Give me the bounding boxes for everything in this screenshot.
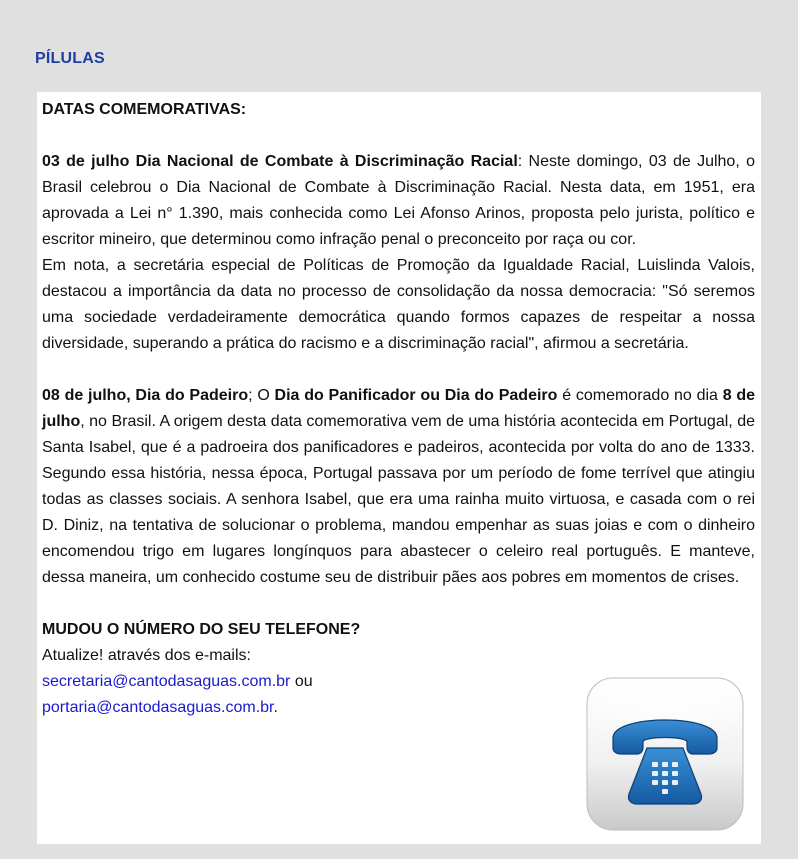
content-card [37, 92, 761, 844]
phone-heading [42, 617, 582, 643]
email-line1 [42, 669, 582, 695]
phone-line1: Atualize! através dos e-mails: [42, 647, 251, 664]
datas-heading [42, 97, 755, 123]
telephone-icon [585, 676, 745, 834]
phone-heading-text: MUDOU O NÚMERO DO SEU TELEFONE? [42, 621, 361, 638]
item2-bold3: 8 de julho [42, 387, 756, 430]
item2-text2: , no Brasil. A origem desta data comemorativa vem de uma história acontecida em Portugal, de Santa Isabel, que é a padroeira dos panificadores e padeiros, acontecida por volta do ano de 1333. Segundo essa história, nessa época, Portugal passava por um período de fome terrível que atingiu todas as classes sociais. A senhora Isabel, que era uma rainha muito virtuosa, e casada com o rei D. Diniz, na tentativa de solucionar o problema, mandou empenhar as suas joias e com o dinheiro encomendou trigo em lugares longínquos para abastecer o celeiro real português. E manteve, dessa maneira, um conhecido costume seu de distribuir pães aos pobres em momentos de crises. [42, 413, 755, 586]
item2-paragraph [42, 383, 755, 591]
item2-sep: ; O [248, 387, 275, 404]
item2-bold2: Dia do Panificador ou Dia do Padeiro [274, 387, 558, 404]
email-sep: ou [290, 673, 313, 690]
item1-paragraph2: Em nota, a secretária especial de Políticas de Promoção da Igualdade Racial, Luislinda Valois, destacou a importância da data no processo de consolidação da nossa democracia: "Só seremos uma sociedade verdadeiramente democrática quando formos capazes de respeitar a nossa diversidade, superando a prática do racismo e a discriminação racial", afirmou a secretária. [42, 257, 755, 352]
item1-title: 03 de julho Dia Nacional de Combate à Discriminação Racial [42, 153, 518, 170]
content-body [42, 97, 755, 721]
datas-heading-text: DATAS COMEMORATIVAS: [42, 101, 247, 118]
email-end: . [273, 699, 278, 716]
item2-title: 08 de julho, Dia do Padeiro [42, 387, 249, 404]
email-link-portaria[interactable]: portaria@cantodasaguas.com.br [42, 699, 274, 716]
item1-paragraph [42, 149, 755, 253]
section-title: PÍLULAS [35, 50, 105, 67]
email-line2 [42, 695, 582, 721]
email-link-secretaria[interactable]: secretaria@cantodasaguas.com.br [42, 673, 291, 690]
item1-text: : Neste domingo, 03 de Julho, o Brasil celebrou o Dia Nacional de Combate à Discriminação Racial. Nesta data, em 1951, era aprovada a Lei n° 1.390, mais conhecida como Lei Afonso Arinos, proposta pelo jurista, político e escritor mineiro, que determinou como infração penal o preconceito por raça ou cor. [42, 153, 756, 248]
item2-text1: é comemorado no dia [557, 387, 723, 404]
